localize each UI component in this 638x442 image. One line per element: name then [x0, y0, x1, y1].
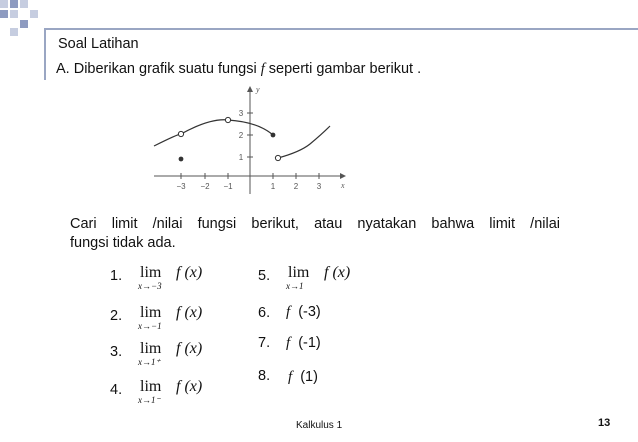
- lim-word: lim: [140, 340, 162, 357]
- filled-point: [179, 157, 184, 162]
- item-number: 8.: [258, 368, 271, 384]
- item-number: 1.: [110, 268, 123, 284]
- function-value: [288, 369, 318, 386]
- side-rule: [44, 28, 46, 80]
- footer-course: Kalkulus 1: [296, 420, 343, 431]
- slide-title: Soal Latihan: [58, 36, 139, 52]
- lim-function: f (x): [324, 264, 351, 281]
- x-tick-label: 2: [293, 182, 299, 191]
- y-tick-label: 1: [238, 153, 244, 162]
- question-line-1: Cari limit /nilai fungsi berikut, atau nyatakan bahwa limit /nilai: [70, 216, 560, 232]
- lim-subscript: x→−3: [138, 281, 162, 291]
- question-line-2: fungsi tidak ada.: [70, 235, 176, 251]
- x-axis-label: x: [341, 181, 345, 190]
- item-number: 7.: [258, 335, 271, 351]
- item-number: 4.: [110, 382, 123, 398]
- open-point: [275, 155, 280, 160]
- intro-text: [56, 61, 421, 78]
- y-tick-label: 3: [238, 109, 244, 118]
- item-number: 2.: [110, 308, 123, 324]
- x-tick-label: 3: [316, 182, 322, 191]
- function-argument: (1): [296, 369, 318, 385]
- function-argument: (-3): [294, 304, 321, 320]
- intro-function-symbol: f: [260, 61, 265, 77]
- x-tick-label: −1: [223, 182, 233, 191]
- item-number: 6.: [258, 305, 271, 321]
- function-value: [286, 335, 321, 352]
- lim-subscript: x→1⁻: [138, 395, 161, 405]
- lim-word: lim: [140, 304, 162, 321]
- intro-suffix: seperti gambar berikut .: [264, 61, 422, 77]
- function-graph: [150, 82, 350, 202]
- x-tick-label: −3: [176, 182, 186, 191]
- lim-word: lim: [288, 264, 310, 281]
- function-symbol: f: [288, 369, 293, 385]
- y-axis-label: y: [256, 85, 260, 94]
- page-number: 13: [598, 417, 611, 429]
- function-symbol: f: [286, 335, 291, 351]
- lim-function: f (x): [176, 340, 203, 357]
- x-tick-label: 1: [270, 182, 276, 191]
- lim-subscript: x→−1: [138, 321, 162, 331]
- lim-function: f (x): [176, 304, 203, 321]
- x-tick-label: −2: [200, 182, 210, 191]
- lim-word: lim: [140, 264, 162, 281]
- x-axis-arrow: [340, 173, 346, 179]
- y-tick-label: 2: [238, 131, 244, 140]
- lim-subscript: x→1⁺: [138, 357, 161, 367]
- open-point: [225, 117, 230, 122]
- curve-segment: [154, 134, 181, 146]
- lim-word: lim: [140, 378, 162, 395]
- curve-segment: [278, 126, 330, 158]
- function-argument: (-1): [294, 335, 321, 351]
- item-number: 5.: [258, 268, 271, 284]
- function-symbol: f: [286, 304, 291, 320]
- open-point: [178, 131, 183, 136]
- corner-decoration: [0, 0, 70, 40]
- item-number: 3.: [110, 344, 123, 360]
- curve-segment: [181, 120, 228, 134]
- function-value: [286, 304, 321, 321]
- y-axis-arrow: [247, 86, 253, 92]
- filled-point: [271, 133, 276, 138]
- lim-function: f (x): [176, 264, 203, 281]
- lim-function: f (x): [176, 378, 203, 395]
- header-rule: [44, 28, 638, 30]
- lim-subscript: x→1: [286, 281, 304, 291]
- intro-prefix: A. Diberikan grafik suatu fungsi: [56, 61, 261, 77]
